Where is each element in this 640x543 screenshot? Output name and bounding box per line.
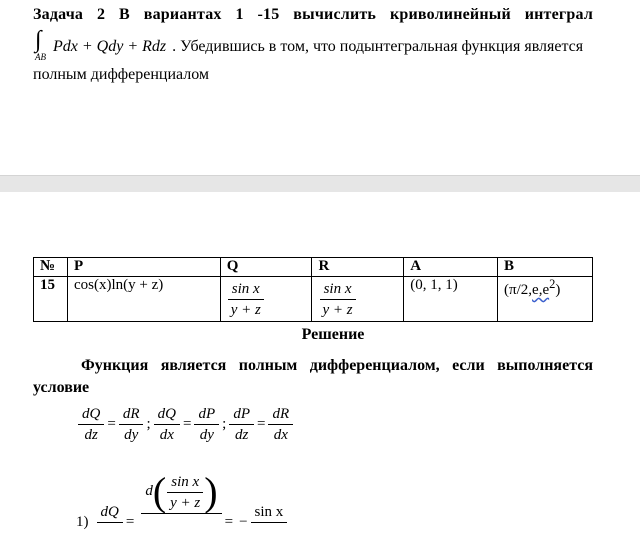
derivative-fraction: d ( $\frac{\text{sin x}}{y + z}$ ) (141, 470, 221, 531)
cell-p: cos(x)ln(y + z) (67, 277, 220, 322)
task-line3: полным дифференциалом (33, 66, 210, 83)
page-gap (0, 175, 640, 193)
exactness-condition-formula: $\frac{dQ}{dz}$ = $\frac{dR}{dy}$ ; $\frac{dQ}{dx}$ = $\frac{dP}{dy}$ ; $\frac{dP}{dz}$ = $\frac{dR}{dx}$ (78, 404, 293, 445)
cell-b: $(\pi/2,e,e^2)$ (498, 277, 593, 322)
r-fraction: $\frac{\text{sin x}}{y + z}$ (318, 279, 356, 320)
item-label: 1) (76, 514, 89, 530)
cell-num: 15 (34, 277, 68, 322)
header-p: P (67, 258, 220, 277)
cell-r (312, 277, 404, 322)
document-page-1 (0, 0, 640, 175)
header-a: A (404, 258, 498, 277)
task-title: Задача 2 В вариантах 1 -15 вычислить криволинейный интеграл (33, 6, 593, 23)
table-row (34, 277, 593, 322)
document-page-2 (0, 192, 640, 530)
header-q: Q (220, 258, 312, 277)
table-header-row (34, 258, 593, 277)
header-r: R (312, 258, 404, 277)
integral-symbol: ∫ AB (35, 27, 46, 62)
variant-table (33, 257, 593, 322)
solution-heading: Решение (301, 326, 365, 343)
task-line2-text: . Убедившись в том, что подынтегральная функция является (172, 38, 584, 55)
cell-q (220, 277, 312, 322)
solution-item-1: 1) dQ = d ( $\frac{\text{sin x}}{y + z}$ ) = − sin x (76, 458, 287, 543)
q-fraction: $\frac{\text{sin x}}{y + z}$ (227, 279, 265, 320)
spellcheck-underline: e,e (532, 282, 550, 298)
cell-a: (0, 1, 1) (404, 277, 498, 322)
integral-subscript: AB (35, 52, 46, 62)
header-b: B (498, 258, 593, 277)
integrand: Pdx + Qdy + Rdz (53, 38, 167, 55)
task-integral-line (33, 27, 593, 64)
header-num: № (34, 258, 68, 277)
condition-text: Функция является полным дифференциалом, если выполняется условие (33, 357, 593, 396)
